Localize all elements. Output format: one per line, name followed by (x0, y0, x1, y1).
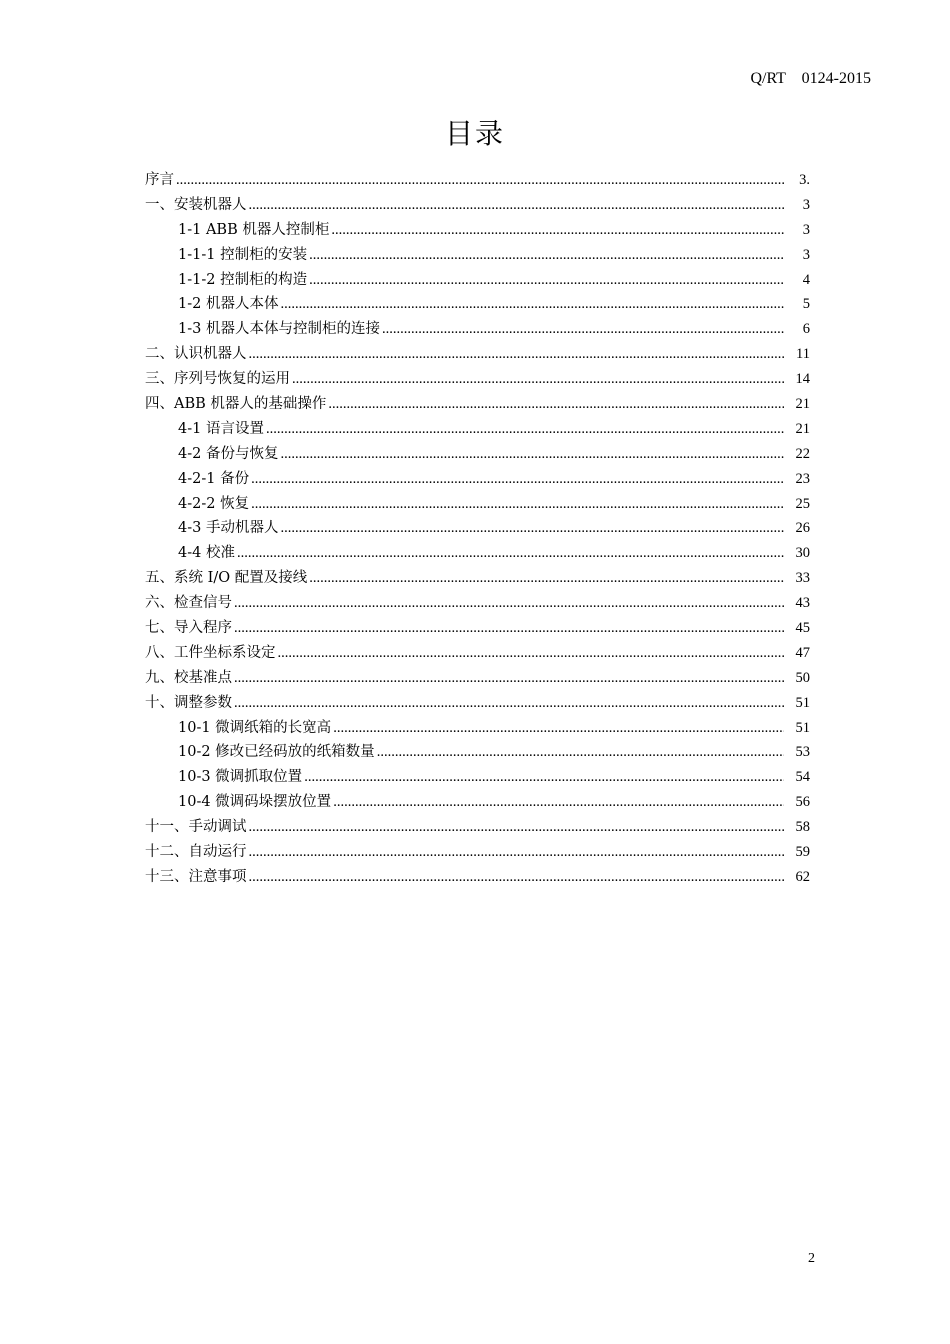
toc-entry-page: 11 (796, 346, 810, 363)
toc-dot-leader (309, 268, 784, 293)
toc-dot-leader (249, 815, 785, 840)
toc-entry[interactable] (145, 666, 810, 691)
toc-entry-label: 4-2 备份与恢复 (178, 445, 279, 462)
toc-entry-label: 九、校基准点 (145, 669, 232, 686)
toc-entry-page: 3 (802, 246, 810, 263)
toc-entry[interactable] (145, 616, 810, 641)
toc-entry-label: 序言 (145, 172, 174, 188)
toc-entry-label: 四、ABB 机器人的基础操作 (145, 396, 327, 413)
page-title: 目录 (444, 117, 505, 150)
toc-entry-label: 二、认识机器人 (145, 346, 247, 363)
toc-entry[interactable] (145, 193, 810, 218)
toc-entry-page: 25 (795, 495, 810, 512)
toc-dot-leader (280, 442, 784, 467)
toc-entry-label: 1-2 机器人本体 (178, 296, 279, 313)
toc-dot-leader (333, 716, 784, 741)
toc-entry[interactable] (145, 317, 810, 342)
toc-entry[interactable] (145, 392, 810, 417)
toc-entry-page: 21 (795, 420, 810, 437)
toc-entry-label: 一、安装机器人 (145, 196, 247, 213)
toc-dot-leader (280, 516, 784, 541)
toc-dot-leader (382, 317, 784, 342)
toc-entry-label: 10-2 修改已经码放的纸箱数量 (178, 744, 375, 761)
toc-entry-page: 4 (802, 271, 810, 288)
toc-entry[interactable] (145, 492, 810, 517)
toc-dot-leader (251, 467, 784, 492)
toc-entry-page: 21 (795, 396, 810, 413)
toc-entry[interactable] (145, 342, 810, 367)
toc-entry[interactable] (145, 591, 810, 616)
toc-entry-page: 33 (795, 570, 810, 587)
toc-dot-leader (266, 417, 784, 442)
toc-entry-label: 十二、自动运行 (145, 844, 247, 861)
toc-entry[interactable] (145, 442, 810, 467)
toc-entry-label: 八、工件坐标系设定 (145, 644, 276, 661)
toc-entry-label: 10-3 微调抓取位置 (178, 769, 303, 786)
table-of-contents (145, 168, 810, 890)
toc-dot-leader (304, 765, 784, 790)
toc-dot-leader (234, 616, 784, 641)
toc-dot-leader (249, 342, 785, 367)
toc-entry-page: 50 (795, 669, 810, 686)
toc-entry-label: 10-1 微调纸箱的长宽高 (178, 719, 332, 736)
toc-entry-label: 1-1 ABB 机器人控制柜 (178, 221, 330, 238)
toc-entry-label: 六、检查信号 (145, 595, 232, 612)
toc-dot-leader (309, 243, 784, 268)
toc-dot-leader (237, 541, 784, 566)
toc-entry-label: 4-1 语言设置 (178, 420, 264, 437)
toc-dot-leader (331, 218, 784, 243)
standard-code: Q/RT 0124-2015 (750, 70, 871, 87)
toc-entry-page: 47 (795, 644, 810, 661)
toc-entry-page: 5 (802, 296, 810, 313)
toc-dot-leader (251, 492, 784, 517)
toc-entry-label: 1-1-2 控制柜的构造 (178, 271, 308, 288)
toc-dot-leader (234, 691, 784, 716)
toc-dot-leader (234, 666, 784, 691)
toc-dot-leader (309, 566, 784, 591)
toc-entry-label: 五、系统 I/O 配置及接线 (145, 570, 308, 587)
toc-entry-label: 10-4 微调码垛摆放位置 (178, 794, 332, 811)
toc-entry[interactable] (145, 541, 810, 566)
toc-entry-label: 十一、手动调试 (145, 819, 247, 836)
toc-dot-leader (292, 367, 784, 392)
toc-entry-label: 4-3 手动机器人 (178, 520, 279, 537)
toc-entry-page: 56 (795, 794, 810, 811)
toc-dot-leader (249, 840, 785, 865)
toc-entry-label: 三、序列号恢复的运用 (145, 371, 290, 388)
toc-entry[interactable] (145, 790, 810, 815)
toc-entry-label: 4-2-2 恢复 (178, 495, 250, 512)
toc-entry[interactable] (145, 691, 810, 716)
toc-entry[interactable] (145, 417, 810, 442)
toc-entry-page: 58 (795, 819, 810, 836)
toc-dot-leader (176, 168, 784, 193)
toc-dot-leader (278, 641, 785, 666)
toc-dot-leader (377, 740, 784, 765)
toc-dot-leader (249, 865, 785, 890)
toc-entry-page: 30 (795, 545, 810, 562)
toc-dot-leader (280, 292, 784, 317)
toc-dot-leader (234, 591, 784, 616)
toc-entry-page: 3 (802, 221, 810, 238)
toc-entry-page: 14 (795, 371, 810, 388)
page-number: 2 (808, 1251, 815, 1266)
toc-entry[interactable] (145, 566, 810, 591)
toc-entry-page: 54 (795, 769, 810, 786)
toc-entry-label: 1-3 机器人本体与控制柜的连接 (178, 321, 380, 338)
toc-entry[interactable] (145, 716, 810, 741)
toc-entry-page: 59 (795, 844, 810, 861)
toc-entry-label: 十三、注意事项 (145, 868, 247, 885)
toc-entry-page: 22 (795, 445, 810, 462)
toc-entry-page: 45 (795, 620, 810, 637)
toc-entry-label: 1-1-1 控制柜的安装 (178, 246, 308, 263)
toc-entry-page: 3. (799, 172, 810, 188)
toc-entry-page: 51 (795, 719, 810, 736)
toc-entry[interactable] (145, 815, 810, 840)
toc-entry[interactable] (145, 243, 810, 268)
toc-entry[interactable] (145, 168, 810, 193)
toc-entry[interactable] (145, 840, 810, 865)
toc-entry-page: 51 (795, 694, 810, 711)
toc-dot-leader (333, 790, 784, 815)
toc-entry[interactable] (145, 740, 810, 765)
toc-entry-label: 七、导入程序 (145, 620, 232, 637)
toc-dot-leader (249, 193, 785, 218)
toc-entry-label: 4-2-1 备份 (178, 470, 250, 487)
toc-entry-page: 62 (795, 868, 810, 885)
toc-entry-label: 十、调整参数 (145, 694, 232, 711)
toc-entry[interactable] (145, 268, 810, 293)
toc-entry-page: 6 (802, 321, 810, 338)
toc-entry[interactable] (145, 367, 810, 392)
toc-entry-page: 3 (802, 196, 810, 213)
toc-entry[interactable] (145, 641, 810, 666)
toc-entry[interactable] (145, 292, 810, 317)
toc-entry-label: 4-4 校准 (178, 545, 235, 562)
toc-entry-page: 53 (795, 744, 810, 761)
toc-entry[interactable] (145, 218, 810, 243)
toc-entry-page: 23 (795, 470, 810, 487)
toc-entry[interactable] (145, 765, 810, 790)
toc-entry[interactable] (145, 516, 810, 541)
toc-entry[interactable] (145, 467, 810, 492)
toc-entry[interactable] (145, 865, 810, 890)
toc-entry-page: 43 (795, 595, 810, 612)
toc-dot-leader (328, 392, 784, 417)
toc-entry-page: 26 (795, 520, 810, 537)
